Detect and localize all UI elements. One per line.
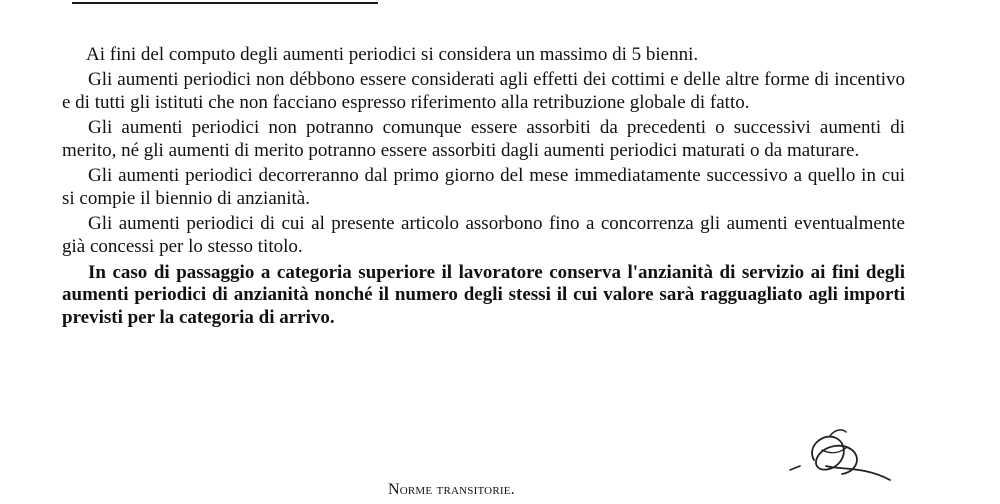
paragraph-assorbimento-merito: Gli aumenti periodici non potranno comunque essere assorbiti da precedenti o successivi aumenti di merito, né gli aumenti di merito potranno essere assorbiti dagli aumenti periodici maturati o da maturare. — [62, 117, 905, 161]
handwritten-signature — [786, 426, 896, 488]
section-heading-norme-transitorie: Norme transitorie. — [388, 481, 515, 498]
paragraph-passaggio-categoria: In caso di passaggio a categoria superiore il lavoratore conserva l'anzianità di servizio ai fini degli aumenti periodici di anzianità nonché il numero degli stessi il cui valore sarà ragguagliato agli importi previsti per la categoria di arrivo. — [62, 261, 905, 328]
paragraph-cottimi: Gli aumenti periodici non débbono essere considerati agli effetti dei cottimi e delle altre forme di incentivo e di tutti gli istituti che non facciano espresso riferimento alla retribuzione globale di fatto. — [62, 69, 905, 113]
paragraph-max-bienni: Ai fini del computo degli aumenti periodici si considera un massimo di 5 bienni. — [86, 44, 699, 65]
top-rule-divider — [72, 2, 378, 4]
paragraph-decorrenza: Gli aumenti periodici decorreranno dal primo giorno del mese immediatamente successivo a quello in cui si compie il biennio di anzianità. — [62, 165, 905, 209]
document-body — [62, 44, 905, 332]
paragraph-assorbimento-concessi: Gli aumenti periodici di cui al presente articolo assorbono fino a concorrenza gli aumenti eventualmente già concessi per lo stesso titolo. — [62, 213, 905, 257]
